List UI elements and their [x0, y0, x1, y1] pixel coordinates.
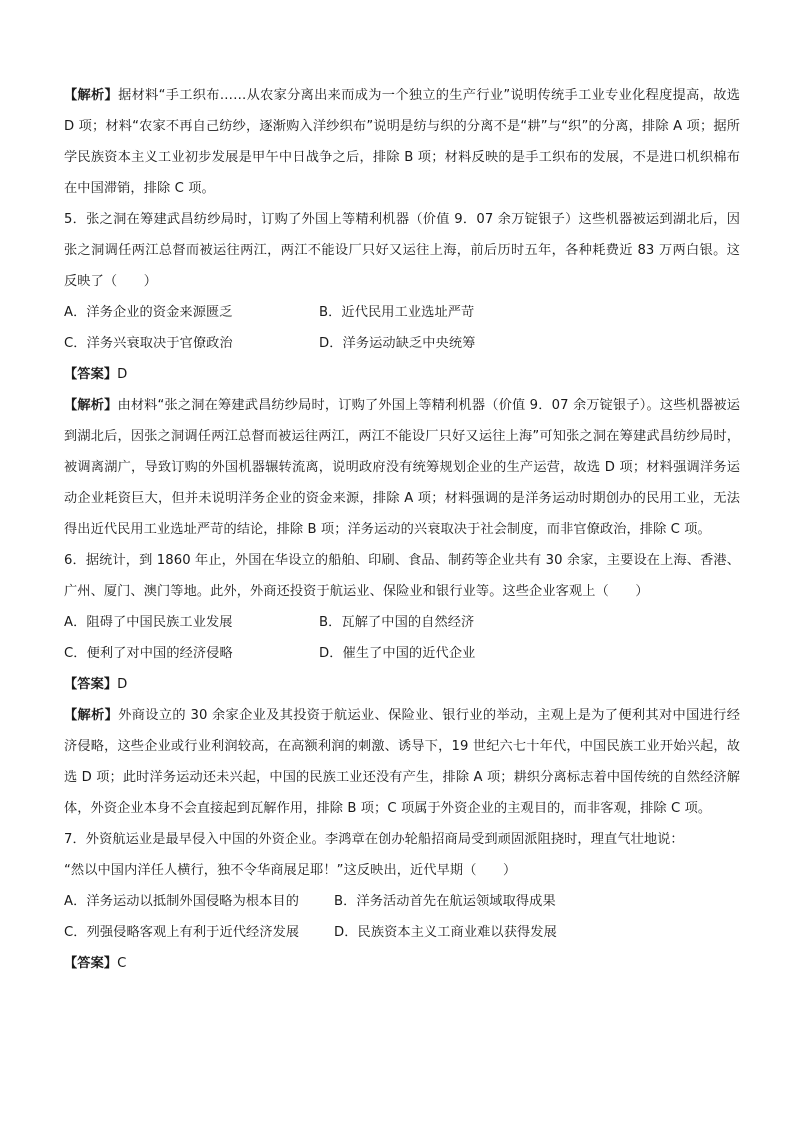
question-6-options-row-2	[64, 638, 740, 669]
analysis-tag: 【解析】	[64, 708, 119, 723]
question-6-answer	[64, 669, 740, 700]
question-6-stem: 6．据统计，到 1860 年止，外国在华设立的船舶、印刷、食品、制药等企业共有 30 余家，主要设在上海、香港、广州、厦门、澳门等地。此外，外商还投资于航运业、保险业和银行业等。这些企业客观上（ ）	[64, 553, 740, 599]
document-body	[64, 80, 740, 979]
question-6-options-row-1	[64, 607, 740, 638]
question-7-options-row-2	[64, 917, 740, 948]
option-a: A．洋务运动以抵制外国侵略为根本目的	[64, 894, 300, 909]
question-5-options-row-2	[64, 328, 740, 359]
option-d: D．催生了中国的近代企业	[319, 646, 476, 661]
answer-tag: 【答案】	[64, 367, 118, 382]
question-5-options-row-1	[64, 297, 740, 328]
analysis-paragraph-q4	[64, 80, 740, 204]
option-a: A．阻碍了中国民族工业发展	[64, 615, 233, 630]
analysis-tag: 【解析】	[64, 88, 119, 103]
answer-value: D	[117, 367, 128, 382]
question-5-answer	[64, 359, 740, 390]
analysis-text: 由材料“张之洞在筹建武昌纺纱局时，订购了外国上等精利机器（价值 9．07 余万锭银子）。这些机器被运到湖北后，因张之洞调任两江总督而被运往两江，两江不能设厂只好又运往上海”可知张之洞在筹建武昌纺纱局时，被调离湖广，导致订购的外国机器辗转流离，说明政府没有统筹规划企业的生产运营，故选 D 项；材料强调洋务运动企业耗资巨大，但并未说明洋务企业的资金来源，排除 A 项；材料强调的是洋务运动时期创办的民用工业，无法得出近代民用工业选址严苛的结论，排除 B 项；洋务运动的兴衰取决于社会制度，而非官僚政治，排除 C 项。	[64, 398, 740, 537]
answer-value: C	[117, 956, 127, 971]
question-5-analysis	[64, 390, 740, 545]
question-7-options-row-1	[64, 886, 740, 917]
answer-tag: 【答案】	[64, 677, 118, 692]
analysis-tag: 【解析】	[64, 398, 118, 413]
option-c: C．洋务兴衰取决于官僚政治	[64, 336, 233, 351]
question-6-analysis	[64, 700, 740, 824]
option-b: B．洋务活动首先在航运领域取得成果	[334, 894, 556, 909]
option-a: A．洋务企业的资金来源匮乏	[64, 305, 233, 320]
option-d: D．洋务运动缺乏中央统筹	[319, 336, 476, 351]
option-b: B．瓦解了中国的自然经济	[319, 615, 475, 630]
analysis-text: 外商设立的 30 余家企业及其投资于航运业、保险业、银行业的举动，主观上是为了便利其对中国进行经济侵略，这些企业或行业利润较高，在高额利润的刺激、诱导下，19 世纪六七十年代，中国民族工业开始兴起，故选 D 项；此时洋务运动还未兴起，中国的民族工业还没有产生，排除 A 项；耕织分离标志着中国传统的自然经济解体，外资企业本身不会直接起到瓦解作用，排除 B 项；C 项属于外资企业的主观目的，而非客观，排除 C 项。	[64, 708, 740, 816]
option-c: C．列强侵略客观上有利于近代经济发展	[64, 925, 300, 940]
question-7-answer	[64, 948, 740, 979]
question-7-stem-line-1: 7．外资航运业是最早侵入中国的外资企业。李鸿章在创办轮船招商局受到顽固派阻挠时，理直气壮地说：	[64, 832, 684, 847]
question-5-stem: 5．张之洞在筹建武昌纺纱局时，订购了外国上等精利机器（价值 9．07 余万锭银子）这些机器被运到湖北后，因张之洞调任两江总督而被运往两江，两江不能设厂只好又运往上海，前后历时五年，各种耗费近 83 万两白银。这反映了（ ）	[64, 212, 740, 289]
answer-tag: 【答案】	[64, 956, 118, 971]
analysis-text: 据材料“手工织布……从农家分离出来而成为一个独立的生产行业”说明传统手工业专业化程度提高，故选 D 项；材料“农家不再自己纺纱，逐渐购入洋纱织布”说明是纺与织的分离不是“耕”与“织”的分离，排除 A 项；据所学民族资本主义工业初步发展是甲午中日战争之后，排除 B 项；材料反映的是手工织布的发展，不是进口机织棉布在中国滞销，排除 C 项。	[64, 88, 740, 196]
option-c: C．便利了对中国的经济侵略	[64, 646, 233, 661]
answer-value: D	[117, 677, 128, 692]
option-b: B．近代民用工业选址严苛	[319, 305, 475, 320]
option-d: D．民族资本主义工商业难以获得发展	[334, 925, 557, 940]
question-7-stem-line-2: “然以中国内洋任人横行，独不令华商展足耶！”这反映出，近代早期（ ）	[64, 863, 517, 878]
